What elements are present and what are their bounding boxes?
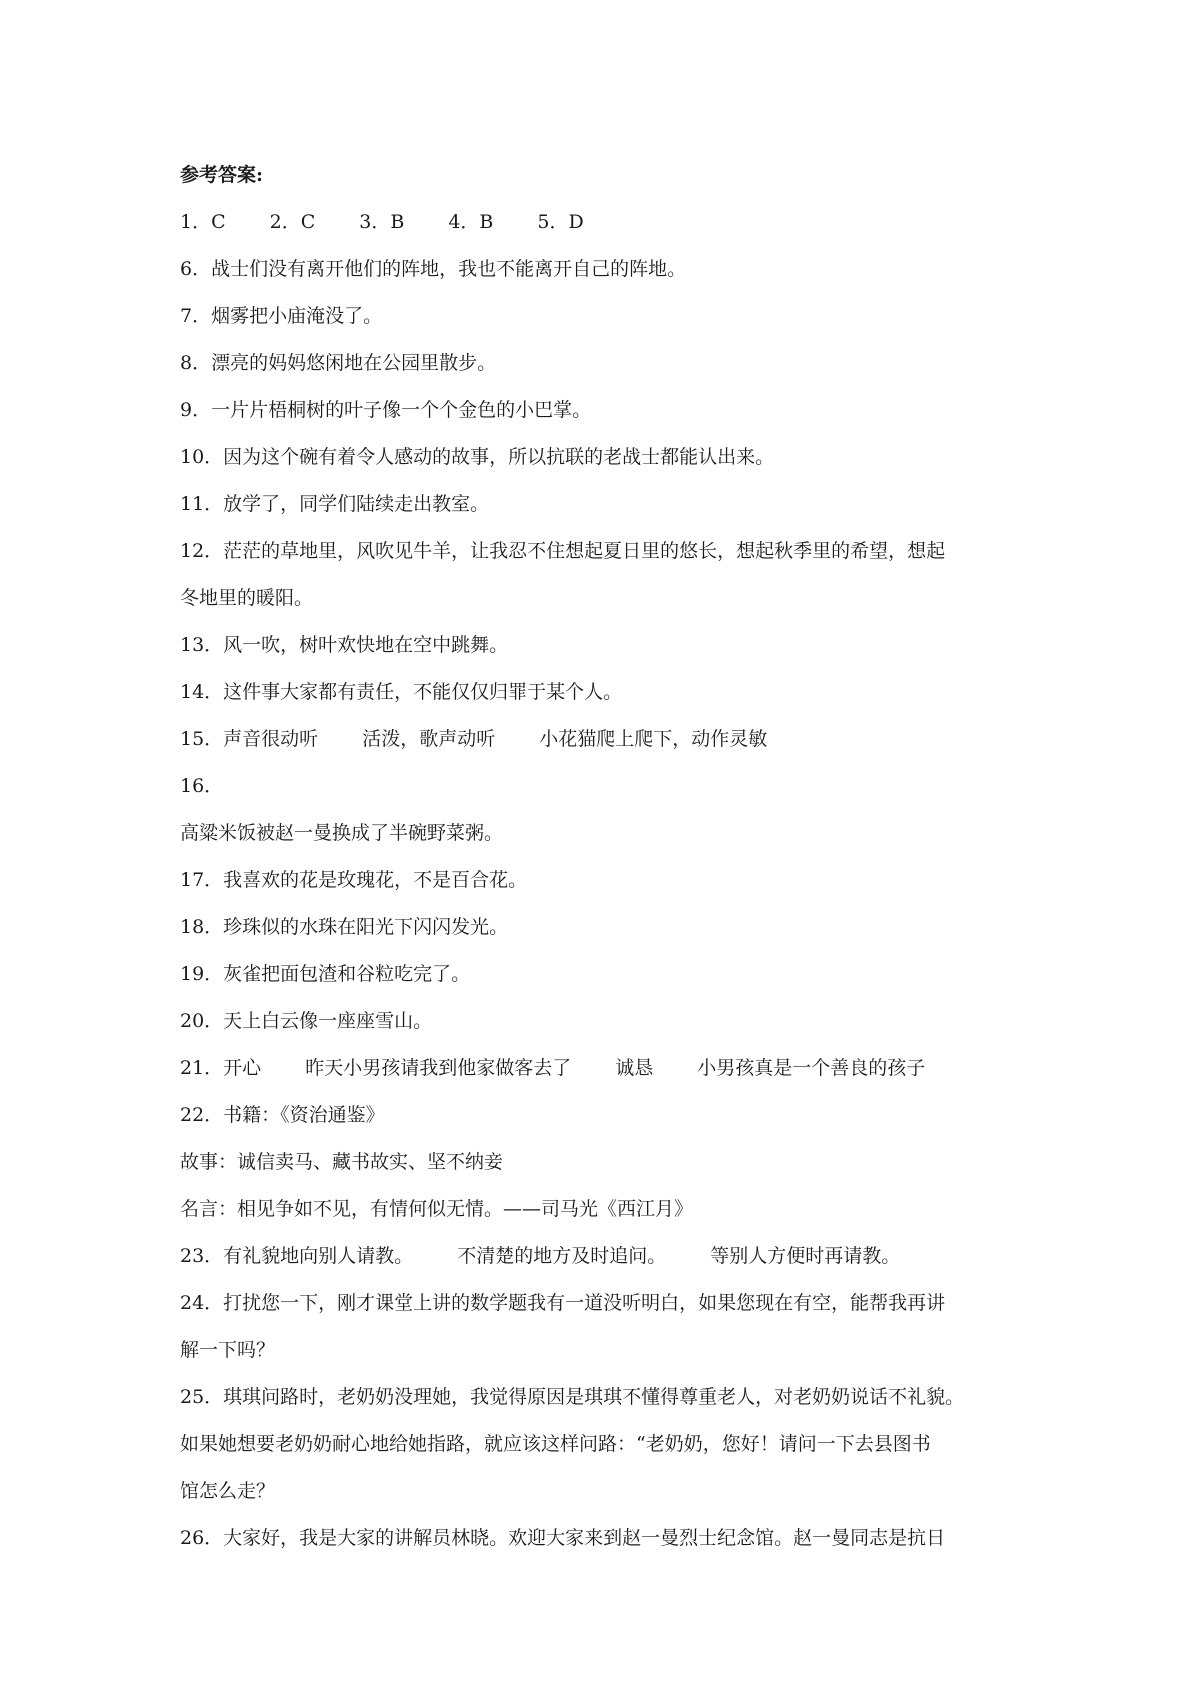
answer-18: 18．珍珠似的水珠在阳光下闪闪发光。 bbox=[180, 916, 509, 938]
answer-21-part1: 21．开心 bbox=[180, 1057, 262, 1079]
answer-25-line3: 馆怎么走？ bbox=[180, 1480, 276, 1502]
answer-24-line1: 24．打扰您一下，刚才课堂上讲的数学题我有一道没听明白，如果您现在有空，能帮我再讲 bbox=[180, 1292, 946, 1314]
answer-6: 6．战士们没有离开他们的阵地，我也不能离开自己的阵地。 bbox=[180, 258, 687, 280]
answer-13: 13．风一吹，树叶欢快地在空中跳舞。 bbox=[180, 634, 509, 656]
answer-12-line1: 12．茫茫的草地里，风吹见牛羊，让我忍不住想起夏日里的悠长，想起秋季里的希望，想起 bbox=[180, 540, 946, 562]
answer-23 bbox=[180, 1233, 1020, 1280]
answer-1-5 bbox=[180, 199, 1020, 246]
answer-8: 8．漂亮的妈妈悠闲地在公园里散步。 bbox=[180, 352, 497, 374]
answer-key bbox=[180, 152, 1020, 1562]
answer-12-line2: 冬地里的暖阳。 bbox=[180, 587, 314, 609]
answer-24-line2: 解一下吗？ bbox=[180, 1339, 276, 1361]
answer-15-part1: 15．声音很动听 bbox=[180, 728, 319, 750]
answer-23-part1: 23．有礼貌地向别人请教。 bbox=[180, 1245, 414, 1267]
answer-2: 2．C bbox=[269, 211, 316, 233]
answer-5: 5．D bbox=[537, 211, 584, 233]
answer-25-line1: 25．琪琪问路时，老奶奶没理她，我觉得原因是琪琪不懂得尊重老人，对老奶奶说话不礼貌。 bbox=[180, 1386, 965, 1408]
answer-21-part3: 诚恳 bbox=[615, 1057, 654, 1079]
answer-22-story: 故事：诚信卖马、藏书故实、坚不纳妾 bbox=[180, 1151, 504, 1173]
answer-23-part3: 等别人方便时再请教。 bbox=[710, 1245, 901, 1267]
answer-7: 7．烟雾把小庙淹没了。 bbox=[180, 305, 383, 327]
answer-15-part2: 活泼，歌声动听 bbox=[362, 728, 496, 750]
answer-20: 20．天上白云像一座座雪山。 bbox=[180, 1010, 433, 1032]
answer-15 bbox=[180, 716, 1020, 763]
answer-21 bbox=[180, 1045, 1020, 1092]
answer-21-part2: 昨天小男孩请我到他家做客去了 bbox=[305, 1057, 572, 1079]
answer-1: 1．C bbox=[180, 211, 226, 233]
answer-4: 4．B bbox=[448, 211, 494, 233]
answer-14: 14．这件事大家都有责任，不能仅仅归罪于某个人。 bbox=[180, 681, 623, 703]
answer-19: 19．灰雀把面包渣和谷粒吃完了。 bbox=[180, 963, 471, 985]
answer-17: 17．我喜欢的花是玫瑰花，不是百合花。 bbox=[180, 869, 528, 891]
answer-3: 3．B bbox=[359, 211, 405, 233]
answer-11: 11．放学了，同学们陆续走出教室。 bbox=[180, 493, 490, 515]
answer-15-part3: 小花猫爬上爬下，动作灵敏 bbox=[539, 728, 768, 750]
answer-25-line2: 如果她想要老奶奶耐心地给她指路，就应该这样问路：“老奶奶，您好！请问一下去县图书 bbox=[180, 1433, 931, 1455]
answer-heading: 参考答案: bbox=[180, 164, 264, 186]
answer-22-quote: 名言：相见争如不见，有情何似无情。——司马光《西江月》 bbox=[180, 1198, 694, 1220]
answer-23-part2: 不清楚的地方及时追问。 bbox=[457, 1245, 667, 1267]
answer-16-number: 16． bbox=[180, 775, 224, 797]
answer-22-book: 22．书籍：《资治通鉴》 bbox=[180, 1104, 385, 1126]
answer-9: 9．一片片梧桐树的叶子像一个个金色的小巴掌。 bbox=[180, 399, 592, 421]
answer-21-part4: 小男孩真是一个善良的孩子 bbox=[697, 1057, 926, 1079]
answer-10: 10．因为这个碗有着令人感动的故事，所以抗联的老战士都能认出来。 bbox=[180, 446, 775, 468]
answer-26: 26．大家好，我是大家的讲解员林晓。欢迎大家来到赵一曼烈士纪念馆。赵一曼同志是抗日 bbox=[180, 1527, 946, 1549]
answer-16: 高粱米饭被赵一曼换成了半碗野菜粥。 bbox=[180, 822, 504, 844]
